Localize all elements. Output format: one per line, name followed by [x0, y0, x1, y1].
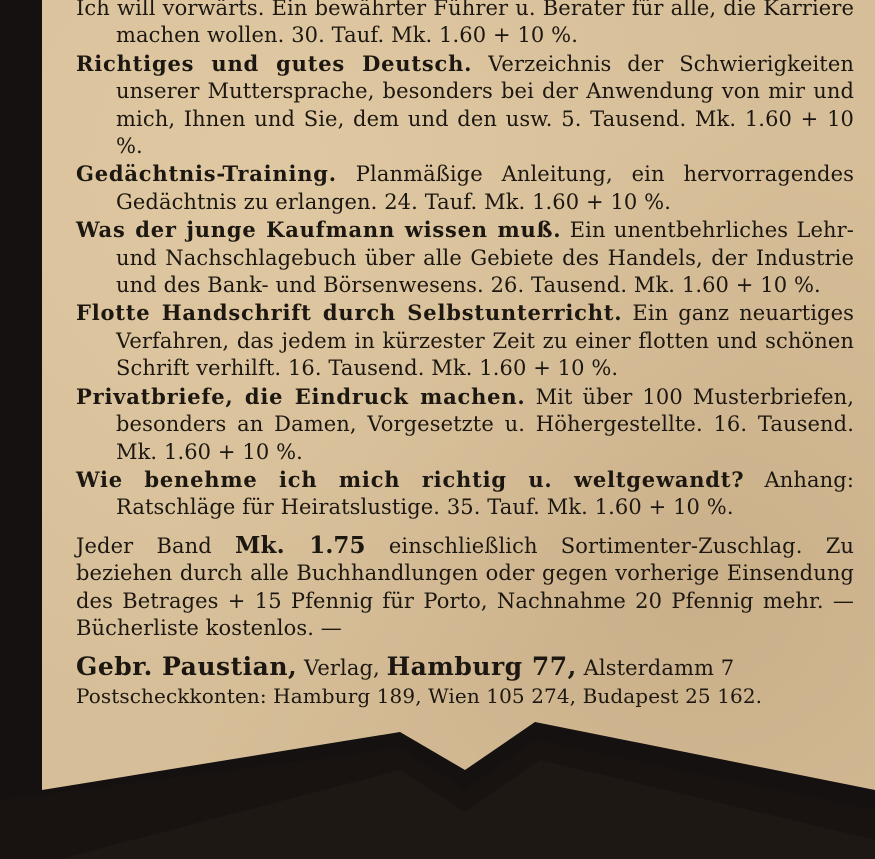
price-note-text: einschließlich Sortimenter-Zuschlag. Zu beziehen durch alle Buchhandlungen oder gegen vorherige Einsendung des Betrages + 15 Pfennig für Porto, Nachnahme 20 Pfennig mehr. — Bücherliste kostenlos. — [76, 533, 855, 640]
book-title: Gedächtnis-Training. [76, 161, 337, 187]
book-description: Ein unentbehrliches Lehr- und Nachschlagebuch über alle Gebiete des Handels, der Industrie und des Bank- und Börsenwesens. 26. Tausend. Mk. 1.60 + 10 %. [116, 218, 854, 298]
publisher-street: Alsterdamm 7 [583, 656, 735, 681]
book-title: Flotte Handschrift durch Selbstunterricht. [76, 300, 623, 326]
book-description: Planmäßige Anleitung, ein hervorragendes Gedächtnis zu erlangen. 24. Tauf. Mk. 1.60 + 10 %. [116, 162, 854, 214]
publisher-city: Hamburg 77, [386, 652, 577, 682]
price-per-volume: Mk. 1.75 [234, 531, 366, 559]
book-title: Privatbriefe, die Eindruck machen. [76, 383, 526, 409]
publisher-verlag: Verlag, [304, 656, 380, 681]
book-title: Wie benehme ich mich richtig u. weltgewandt? [76, 466, 745, 492]
book-description: Mit über 100 Musterbriefen, besonders an Damen, Vorgesetzte u. Höhergestellte. 16. Tausend. Mk. 1.60 + 10 %. [116, 384, 854, 464]
book-description: Anhang: Ratschläge für Heiratslustige. 35. Tauf. Mk. 1.60 + 10 %. [116, 467, 855, 520]
publisher-name: Gebr. Paustian, [76, 652, 298, 682]
postal-accounts: Postscheckkonten: Hamburg 189, Wien 105 274, Budapest 25 162. [76, 684, 763, 709]
book-description: Verzeichnis der Schwierigkeiten unserer Muttersprache, besonders bei der Anwendung von mir und mich, Ihnen und Sie, dem und den usw. 5. Tausend. Mk. 1.60 + 10 %. [116, 51, 854, 159]
price-note-prefix: Jeder Band [76, 533, 212, 558]
book-description: Ich will vorwärts. Ein bewährter Führer u. Berater für alle, die Karriere machen wollen. 30. Tauf. Mk. 1.60 + 10 %. [76, 0, 854, 48]
book-description: Ein ganz neuartiges Verfahren, das jedem in kürzester Zeit zu einer flotten und schönen Schrift verhilft. 16. Tausend. Mk. 1.60 + 10 %. [116, 301, 855, 381]
book-title: Was der junge Kaufmann wissen muß. [76, 217, 562, 243]
book-title: Richtiges und gutes Deutsch. [76, 50, 473, 76]
